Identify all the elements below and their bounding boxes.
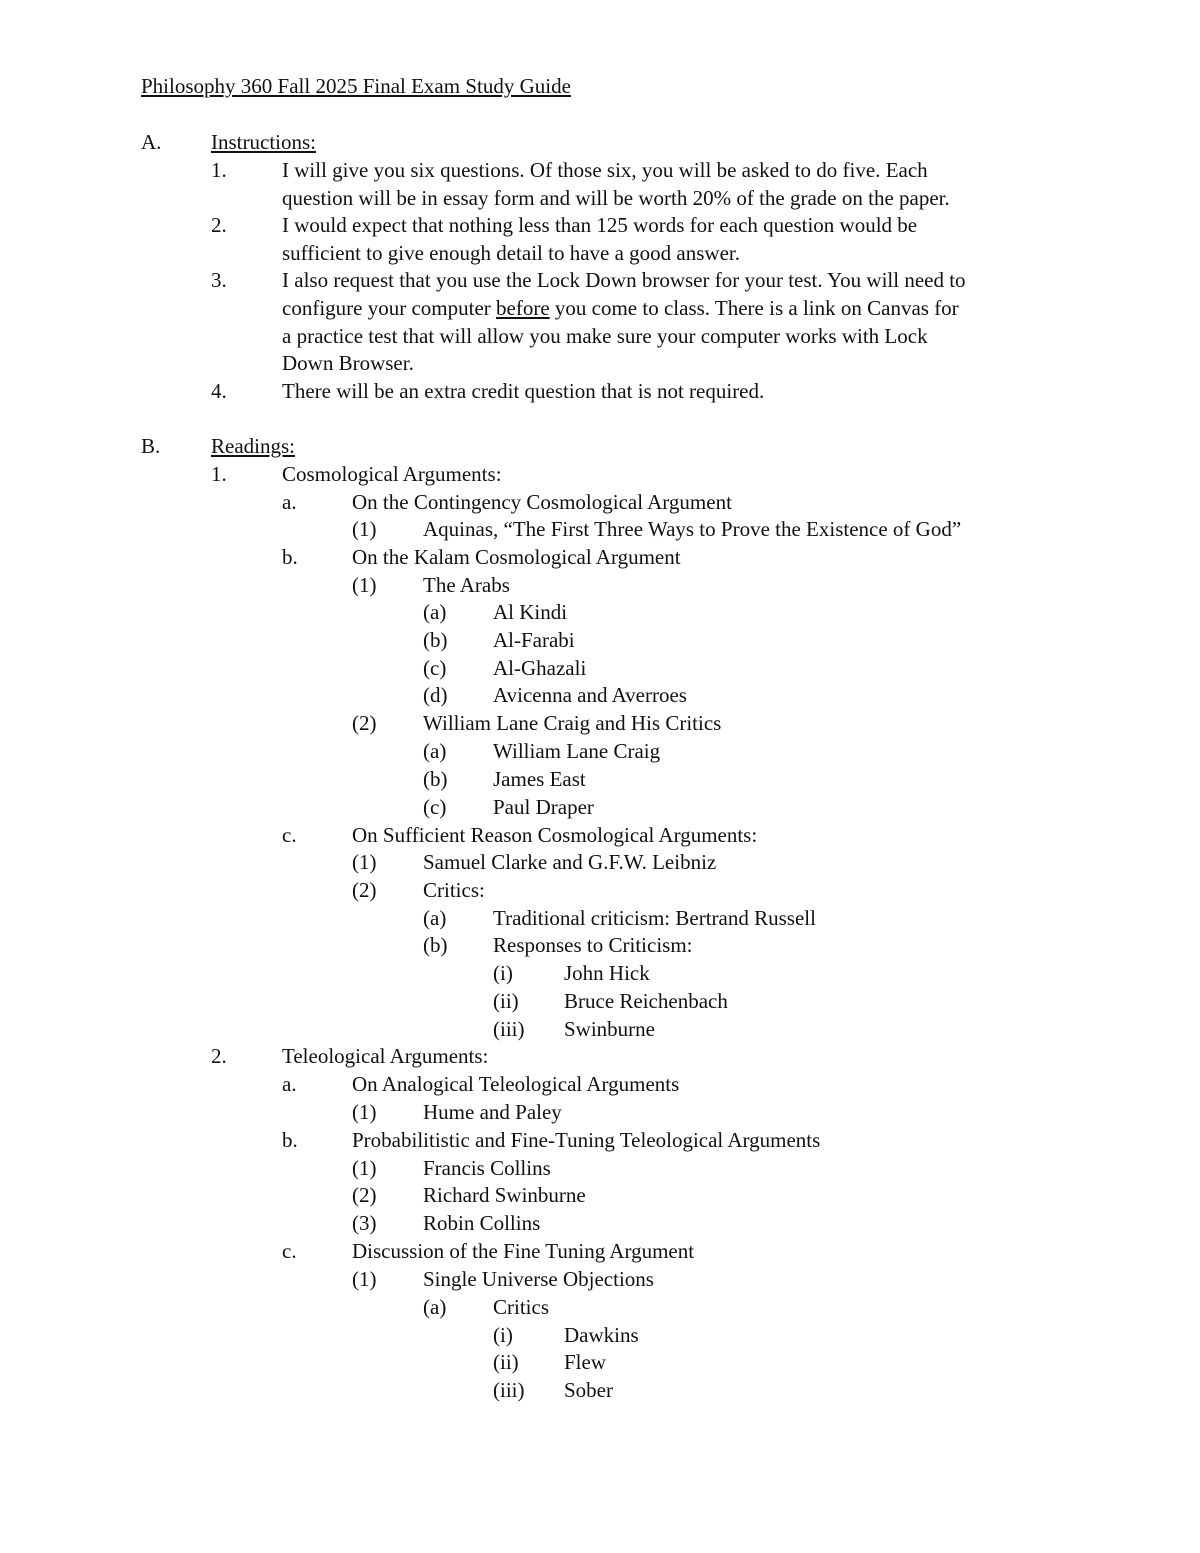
outline-text: Samuel Clarke and G.F.W. Leibniz bbox=[423, 850, 717, 874]
outline-label: b. bbox=[282, 1128, 298, 1152]
outline-text: Responses to Criticism: bbox=[493, 933, 693, 957]
outline-label: (1) bbox=[352, 1267, 377, 1291]
section-marker: A. bbox=[141, 130, 162, 154]
outline-text: Al Kindi bbox=[493, 600, 568, 624]
outline-text: On the Contingency Cosmological Argument bbox=[352, 490, 732, 514]
item-text: I would expect that nothing less than 125 words for each question would be bbox=[282, 213, 918, 237]
outline-text: Avicenna and Averroes bbox=[493, 683, 687, 707]
outline-label: (2) bbox=[352, 1183, 377, 1207]
outline-text: Traditional criticism: Bertrand Russell bbox=[493, 906, 816, 930]
outline-text: Sober bbox=[564, 1378, 613, 1402]
outline-label: (ii) bbox=[493, 1350, 519, 1374]
outline-text: James East bbox=[493, 767, 586, 791]
outline-text: Francis Collins bbox=[423, 1156, 551, 1180]
outline-text: Paul Draper bbox=[493, 795, 594, 819]
outline-label: c. bbox=[282, 823, 297, 847]
outline-label: b. bbox=[282, 545, 298, 569]
outline-text: On the Kalam Cosmological Argument bbox=[352, 545, 681, 569]
outline-label: 2. bbox=[211, 1044, 227, 1068]
outline-label: (c) bbox=[423, 795, 447, 819]
outline-label: a. bbox=[282, 490, 297, 514]
outline-label: (a) bbox=[423, 1295, 447, 1319]
emphasis-before: before bbox=[496, 296, 550, 320]
outline-text: Teleological Arguments: bbox=[282, 1044, 489, 1068]
outline-text: Cosmological Arguments: bbox=[282, 462, 502, 486]
item-text: I also request that you use the Lock Down browser for your test. You will need to bbox=[282, 268, 966, 292]
item-number: 1. bbox=[211, 158, 227, 182]
outline-label: (2) bbox=[352, 711, 377, 735]
item-text-part: configure your computer bbox=[282, 296, 497, 320]
outline-label: (a) bbox=[423, 600, 447, 624]
outline-text: Robin Collins bbox=[423, 1211, 541, 1235]
outline-label: (ii) bbox=[493, 989, 519, 1013]
item-text: question will be in essay form and will be worth 20% of the grade on the paper. bbox=[282, 186, 950, 210]
outline-text: Discussion of the Fine Tuning Argument bbox=[352, 1239, 695, 1263]
outline-text: Aquinas, “The First Three Ways to Prove the Existence of God” bbox=[423, 517, 962, 541]
outline-label: (3) bbox=[352, 1211, 377, 1235]
outline-label: (c) bbox=[423, 656, 447, 680]
outline-label: (1) bbox=[352, 1156, 377, 1180]
section-marker: B. bbox=[141, 434, 161, 458]
outline-label: (b) bbox=[423, 628, 448, 652]
outline-text: Single Universe Objections bbox=[423, 1267, 654, 1291]
outline-text: Richard Swinburne bbox=[423, 1183, 586, 1207]
outline-text: Bruce Reichenbach bbox=[564, 989, 728, 1013]
outline-label: (b) bbox=[423, 767, 448, 791]
document-title: Philosophy 360 Fall 2025 Final Exam Study Guide bbox=[141, 74, 571, 98]
outline-label: (1) bbox=[352, 573, 377, 597]
item-number: 2. bbox=[211, 213, 227, 237]
item-text: Down Browser. bbox=[282, 351, 414, 375]
outline-text: Al-Farabi bbox=[493, 628, 575, 652]
section-heading: Instructions: bbox=[211, 130, 316, 154]
item-text: There will be an extra credit question that is not required. bbox=[282, 379, 765, 403]
outline-label: (iii) bbox=[493, 1378, 525, 1402]
outline-label: (a) bbox=[423, 906, 447, 930]
outline-label: (b) bbox=[423, 933, 448, 957]
outline-text: John Hick bbox=[564, 961, 650, 985]
outline-text: William Lane Craig bbox=[493, 739, 661, 763]
item-text: a practice test that will allow you make sure your computer works with Lock bbox=[282, 324, 928, 348]
outline-label: c. bbox=[282, 1239, 297, 1263]
outline-text: Flew bbox=[564, 1350, 606, 1374]
outline-label: (1) bbox=[352, 850, 377, 874]
outline-label: (2) bbox=[352, 878, 377, 902]
item-number: 3. bbox=[211, 268, 227, 292]
item-text-part: you come to class. There is a link on Canvas for bbox=[549, 296, 959, 320]
outline-text: Critics bbox=[493, 1295, 549, 1319]
section-heading: Readings: bbox=[211, 434, 295, 458]
item-text: sufficient to give enough detail to have a good answer. bbox=[282, 241, 740, 265]
outline-label: (iii) bbox=[493, 1017, 525, 1041]
outline-text: Dawkins bbox=[564, 1323, 639, 1347]
outline-text: Hume and Paley bbox=[423, 1100, 562, 1124]
outline-label: (i) bbox=[493, 961, 513, 985]
outline-label: (i) bbox=[493, 1323, 513, 1347]
outline-text: William Lane Craig and His Critics bbox=[423, 711, 722, 735]
item-text bbox=[282, 294, 959, 322]
outline-text: The Arabs bbox=[423, 573, 510, 597]
outline-label: (a) bbox=[423, 739, 447, 763]
outline-label: 1. bbox=[211, 462, 227, 486]
outline-text: Swinburne bbox=[564, 1017, 655, 1041]
outline-label: (d) bbox=[423, 683, 448, 707]
outline-text: On Sufficient Reason Cosmological Arguments: bbox=[352, 823, 758, 847]
outline-text: On Analogical Teleological Arguments bbox=[352, 1072, 680, 1096]
item-text: I will give you six questions. Of those six, you will be asked to do five. Each bbox=[282, 158, 928, 182]
outline-label: a. bbox=[282, 1072, 297, 1096]
item-number: 4. bbox=[211, 379, 227, 403]
outline-label: (1) bbox=[352, 1100, 377, 1124]
outline-text: Critics: bbox=[423, 878, 485, 902]
outline-label: (1) bbox=[352, 517, 377, 541]
outline-text: Al-Ghazali bbox=[493, 656, 587, 680]
outline-text: Probabilitistic and Fine-Tuning Teleological Arguments bbox=[352, 1128, 821, 1152]
